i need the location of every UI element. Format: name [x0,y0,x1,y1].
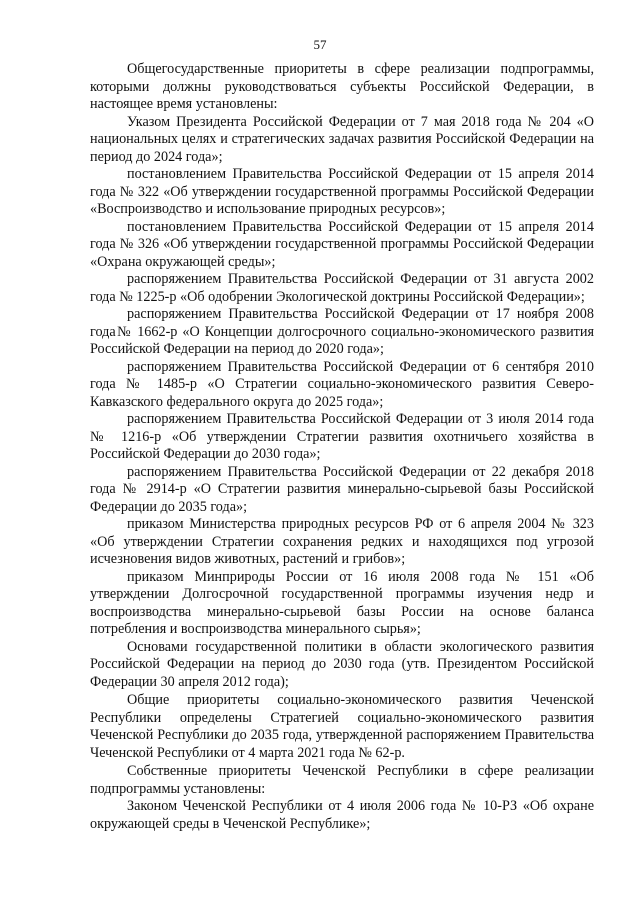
paragraph-decree-204: Указом Президента Российской Федерации от 7 мая 2018 года № 204 «О национальных целях и стратегических задачах развития Российской Федерации на период до 2024 года»; [90,113,594,165]
paragraph-order-1225: распоряжением Правительства Российской Федерации от 31 августа 2002 года № 1225-р «Об одобрении Экологической доктрины Российской Федерации»; [90,271,594,305]
paragraph-resolution-326: постановлением Правительства Российской Федерации от 15 апреля 2014 года № 326 «Об утверждении государственной программы Российской Федерации «Охрана окружающей среды»; [90,218,594,270]
paragraph-resolution-322: постановлением Правительства Российской Федерации от 15 апреля 2014 года № 322 «Об утверждении государственной программы Российской Федерации «Воспроизводство и использование природных ресурсов»; [90,166,594,217]
page-number: 57 [313,37,327,52]
paragraph-ecology-policy-basics: Основами государственной политики в области экологического развития Российской Федерации на период до 2030 года (утв. Президентом Российской Федерации 30 апреля 2012 года); [90,638,594,690]
paragraph-chechen-own-priorities: Собственные приоритеты Чеченской Республики в сфере реализации подпрограммы установлены: [90,763,594,797]
paragraph-order-1662: распоряжением Правительства Российской Федерации от 17 ноября 2008 года№ 1662-р «О Концепции долгосрочного социально-экономического развития Российской Федерации на период до 2020 года»; [90,306,594,357]
paragraph-priorities-intro: Общегосударственные приоритеты в сфере реализации подпрограммы, которыми должны руководствоваться субъекты Российской Федерации, в настоящее время установлены: [90,61,594,112]
paragraph-chechen-general-priorities: Общие приоритеты социально-экономического развития Чеченской Республики определены Стратегией социально-экономического развития Чеченской Республики до 2035 года, утвержденной распоряжением Правительства Чеченской Республики от 4 марта 2021 года № 62-р. [90,692,594,761]
paragraph-order-1485: распоряжением Правительства Российской Федерации от 6 сентября 2010 года № 1485-р «О Стратегии социально-экономического развития Северо-Кавказского федерального округа до 2025 года»; [90,358,594,410]
document-body [90,61,594,833]
paragraph-order-2914: распоряжением Правительства Российской Федерации от 22 декабря 2018 года № 2914-р «О Стратегии развития минерально-сырьевой базы Российской Федерации до 2035 года»; [90,463,594,515]
paragraph-ministry-order-151: приказом Минприроды России от 16 июля 2008 года № 151 «Об утверждении Долгосрочной государственной программы изучения недр и воспроизводства минерально-сырьевой базы России на основе баланса потребления и воспроизводства минерального сырья»; [90,568,594,637]
paragraph-order-1216: распоряжением Правительства Российской Федерации от 3 июля 2014 года № 1216-р «Об утверждении Стратегии развития охотничьего хозяйства в Российской Федерации до 2030 года»; [90,411,594,462]
paragraph-chechen-law-10-rz: Законом Чеченской Республики от 4 июля 2006 года № 10-РЗ «Об охране окружающей среды в Чеченской Республике»; [90,798,594,832]
paragraph-ministry-order-323: приказом Министерства природных ресурсов РФ от 6 апреля 2004 № 323 «Об утверждении Стратегии сохранения редких и находящихся под угрозой исчезновения видов животных, растений и грибов»; [90,516,594,567]
